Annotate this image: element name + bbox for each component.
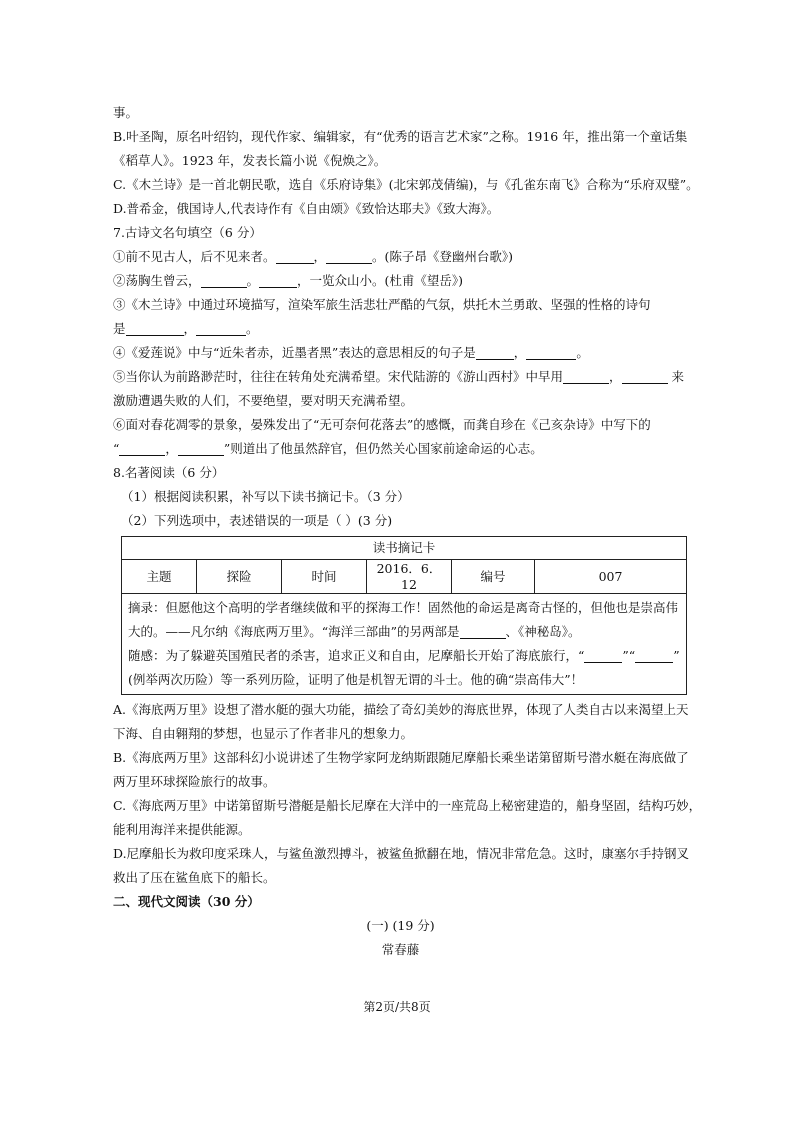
card-excerpt-line2: 大的。——凡尔纳《海底两万里》。“海洋三部曲”的另两部是 、《神秘岛》。 xyxy=(128,624,581,640)
q6-option-b-line1: B.叶圣陶，原名叶绍钧，现代作家、编辑家，有“优秀的语言艺术家”之称。1916 年，推出第一个童话集 xyxy=(113,129,688,144)
card-cell: 编号 xyxy=(452,560,535,594)
section-2-part: (一) (19 分) xyxy=(366,918,435,934)
q8-option-d-line2: 救出了压在鲨鱼底下的船长。 xyxy=(113,870,276,886)
card-note-line2: (例举两次历险）等一系列历险，证明了他是机智无谓的斗士。他的确“崇高伟大”！ xyxy=(128,672,584,688)
q7-item-3-line2: 是 ， 。 xyxy=(113,321,259,336)
q7-item-2: ②荡胸生曾云， 。 ，一览众山小。(杜甫《望岳》) xyxy=(113,273,464,288)
q7-item-4: ④《爱莲说》中与“近朱者赤，近墨者黑”表达的意思相反的句子是 ， 。 xyxy=(113,345,589,360)
q8-option-c-line2: 能利用海洋来提供能源。 xyxy=(113,822,251,838)
card-excerpt-line1: 摘录：但愿他这个高明的学者继续做和平的探海工作！固然他的命运是离奇古怪的，但他也是崇高伟 xyxy=(128,600,679,616)
answer-blank[interactable] xyxy=(276,248,314,264)
q8-sub2: （2）下列选项中，表述错误的一项是（ ）(3 分) xyxy=(121,513,393,528)
card-cell: 时间 xyxy=(282,560,367,594)
reading-note-card xyxy=(121,536,687,695)
q7-item-3-line1: ③《木兰诗》中通过环境描写，渲染军旅生活悲壮严酷的气氛，烘托木兰勇敢、坚强的性格的诗句 xyxy=(113,297,651,312)
card-body xyxy=(122,594,687,695)
answer-blank[interactable] xyxy=(326,248,372,264)
answer-blank[interactable] xyxy=(563,368,609,384)
card-cell: 主题 xyxy=(122,560,197,594)
answer-blank[interactable] xyxy=(178,440,224,456)
card-cell: 探险 xyxy=(197,560,282,594)
answer-blank[interactable] xyxy=(476,344,514,360)
card-cell: 2016．6．12 xyxy=(367,560,452,594)
card-cell: 007 xyxy=(535,560,687,594)
answer-blank[interactable] xyxy=(635,647,673,663)
answer-blank[interactable] xyxy=(196,320,246,336)
answer-blank[interactable] xyxy=(201,272,247,288)
q7-item-5-line2: 激励遭遇失败的人们，不要绝望，要对明天充满希望。 xyxy=(113,393,414,408)
answer-blank[interactable] xyxy=(119,440,165,456)
q7-title: 7.古诗文名句填空（6 分） xyxy=(113,225,262,240)
exam-page-content xyxy=(113,101,702,962)
q6-option-d: D.普希金，俄国诗人,代表诗作有《自由颂》《致恰达耶夫》《致大海》。 xyxy=(113,201,500,216)
answer-blank[interactable] xyxy=(460,623,506,639)
answer-blank[interactable] xyxy=(126,320,184,336)
continued-text: 事。 xyxy=(113,105,139,120)
page-number: 第2页/共8页 xyxy=(363,1000,431,1014)
q7-item-1: ①前不见古人，后不见来者。 ， 。(陈子昂《登幽州台歌》) xyxy=(113,249,514,264)
article-title: 常春藤 xyxy=(381,942,420,958)
card-title: 读书摘记卡 xyxy=(122,537,687,560)
section-2-title: 二、现代文阅读（30 分） xyxy=(113,894,260,910)
q8-option-b-line1: B.《海底两万里》这部科幻小说讲述了生物学家阿龙纳斯跟随尼摩船长乘坐诺第留斯号潜水艇在海底做了 xyxy=(113,750,689,766)
card-header-row xyxy=(122,560,687,594)
q8-option-a-line1: A.《海底两万里》设想了潜水艇的强大功能，描绘了奇幻美妙的海底世界，体现了人类自古以来渴望上天 xyxy=(113,702,689,718)
answer-blank[interactable] xyxy=(584,647,622,663)
q8-option-a-line2: 下海、自由翱翔的梦想，也显示了作者非凡的想象力。 xyxy=(113,726,414,742)
q6-option-b-line2: 《稻草人》。1923 年，发表长篇小说《倪焕之》。 xyxy=(113,153,387,168)
q6-option-c: C.《木兰诗》是一首北朝民歌，选自《乐府诗集》(北宋郭茂倩编)，与《孔雀东南飞》合称为“乐府双璧”。 xyxy=(113,177,699,192)
q7-item-6-line2: “ ， ”则道出了他虽然辞官，但仍然关心国家前途命运的心志。 xyxy=(113,441,543,456)
q8-sub1: （1）根据阅读积累，补写以下读书摘记卡。（3 分） xyxy=(121,489,410,504)
answer-blank[interactable] xyxy=(526,344,576,360)
q7-item-5-line1: ⑤当你认为前路渺茫时，往往在转角处充满希望。宋代陆游的《游山西村》中早用 ， 来 xyxy=(113,369,685,384)
card-note-line1: 随感：为了躲避英国殖民者的杀害，追求正义和自由，尼摩船长开始了海底旅行，“ ”“ ” xyxy=(128,648,680,664)
answer-blank[interactable] xyxy=(622,368,668,384)
q8-option-b-line2: 两万里环球探险旅行的故事。 xyxy=(113,774,276,790)
q7-item-6-line1: ⑥面对春花凋零的景象，晏殊发出了“无可奈何花落去”的感慨，而龚自珍在《己亥杂诗》中写下的 xyxy=(113,417,651,432)
answer-blank[interactable] xyxy=(259,272,297,288)
q8-title: 8.名著阅读（6 分） xyxy=(113,465,225,480)
q8-option-d-line1: D.尼摩船长为救印度采珠人，与鲨鱼激烈搏斗，被鲨鱼掀翻在地，情况非常危急。这时，康塞尔手持钢叉 xyxy=(113,846,690,862)
q8-option-c-line1: C.《海底两万里》中诺第留斯号潜艇是船长尼摩在大洋中的一座荒岛上秘密建造的，船身坚固，结构巧妙， xyxy=(113,798,702,814)
